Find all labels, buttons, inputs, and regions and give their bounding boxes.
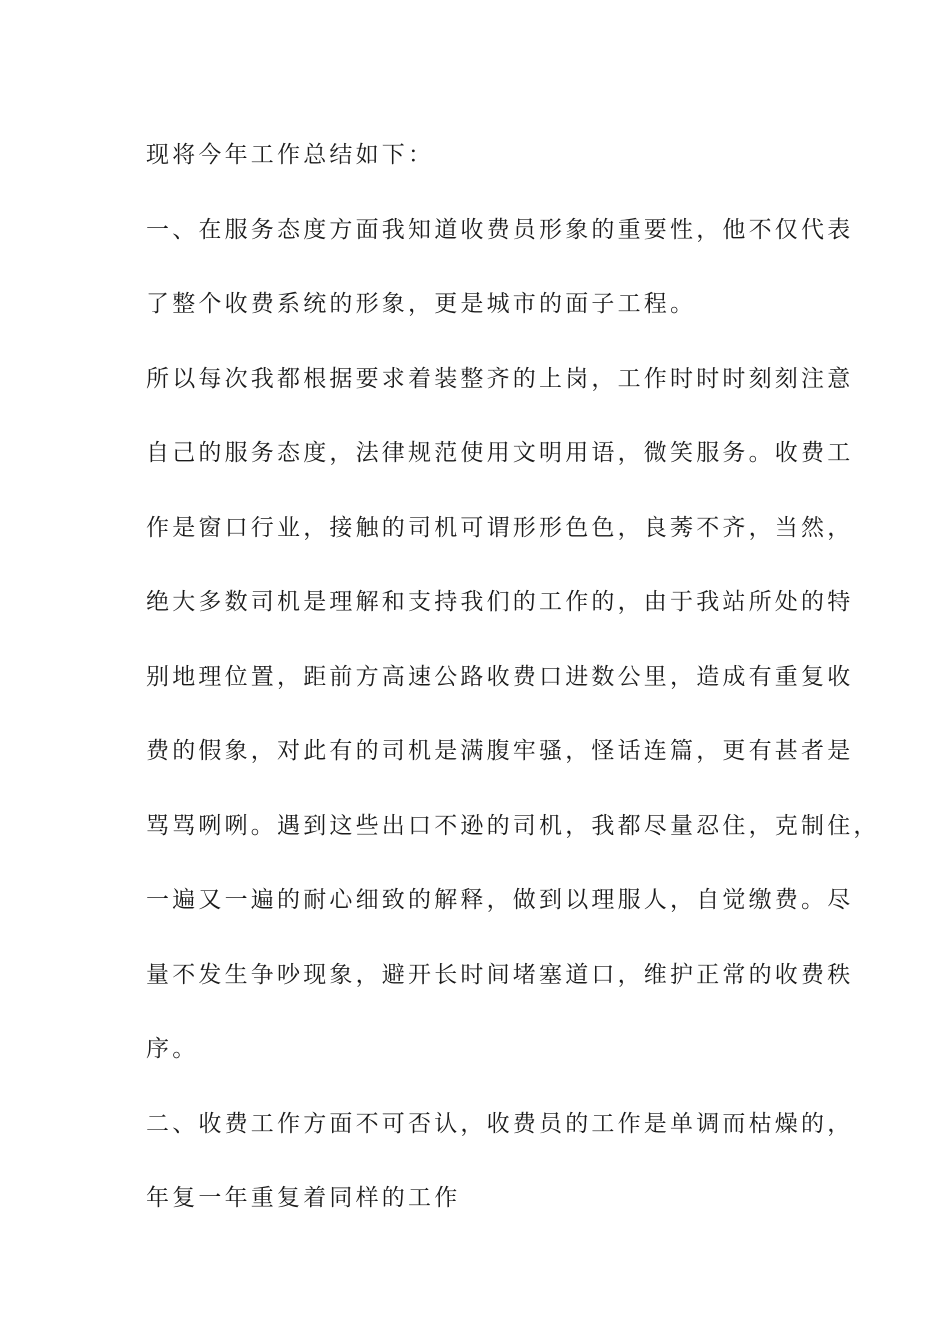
document-body xyxy=(146,133,880,1251)
text-line-9: 费的假象，对此有的司机是满腹牢骚，怪话连篇，更有甚者是 xyxy=(146,738,854,764)
text-line-3: 了整个收费系统的形象，更是城市的面子工程。 xyxy=(146,291,697,317)
text-line-5: 自己的服务态度，法律规范使用文明用语，微笑服务。收费工 xyxy=(146,440,854,466)
text-line-4: 所以每次我都根据要求着装整齐的上岗，工作时时时刻刻注意 xyxy=(146,365,854,392)
text-line-8: 别地理位置，距前方高速公路收费口进数公里，造成有重复收 xyxy=(146,663,854,690)
text-line-13: 序。 xyxy=(146,1036,199,1062)
text-line-1: 现将今年工作总结如下： xyxy=(146,142,435,168)
text-line-12: 量不发生争吵现象，避开长时间堵塞道口，维护正常的收费秩 xyxy=(146,961,854,988)
text-line-7: 绝大多数司机是理解和支持我们的工作的，由于我站所处的特 xyxy=(146,589,854,615)
text-line-2: 一、在服务态度方面我知道收费员形象的重要性，他不仅代表 xyxy=(146,216,854,243)
text-line-6: 作是窗口行业，接触的司机可谓形形色色，良莠不齐，当然， xyxy=(146,514,854,541)
text-line-10: 骂骂咧咧。遇到这些出口不逊的司机，我都尽量忍住，克制住， xyxy=(146,812,880,839)
text-line-11: 一遍又一遍的耐心细致的解释，做到以理服人，自觉缴费。尽 xyxy=(146,887,854,913)
text-line-15: 年复一年重复着同样的工作 xyxy=(146,1185,461,1211)
text-line-14: 二、收费工作方面不可否认，收费员的工作是单调而枯燥的， xyxy=(146,1110,854,1137)
